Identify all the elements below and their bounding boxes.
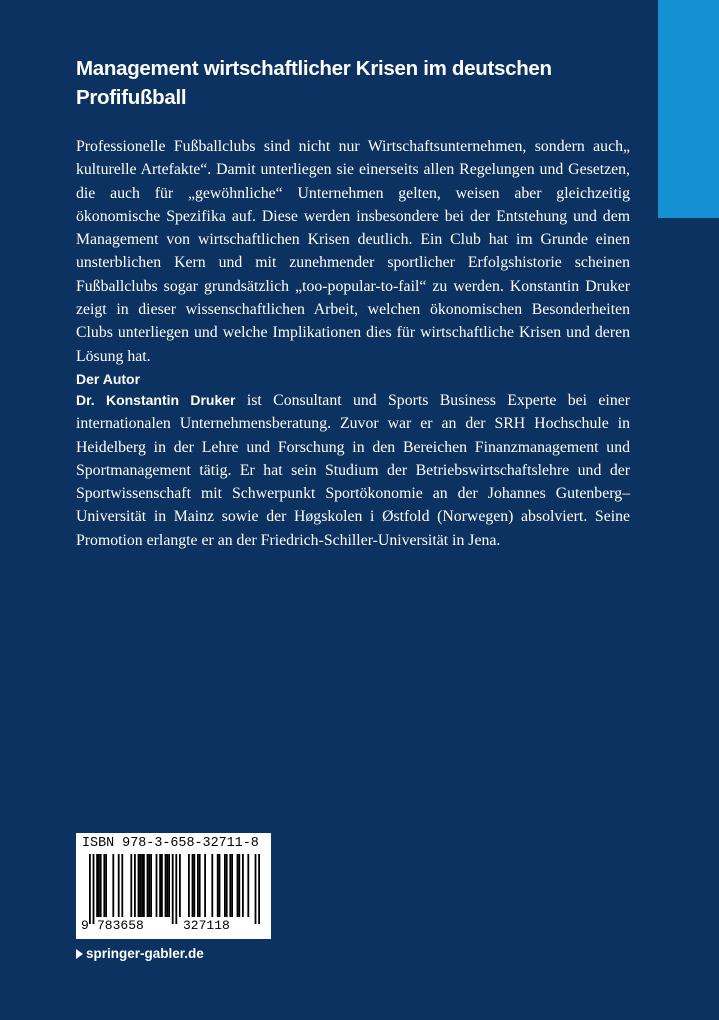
isbn-barcode [76,833,271,939]
ean-right-digits: 327118 [183,918,230,933]
ean-first-digit: 9 [81,918,89,933]
barcode-bar [217,854,219,917]
barcode-bar [141,854,143,917]
barcode-bar [138,854,140,917]
barcode-guard-bar [258,854,260,924]
barcode-bar [242,854,244,917]
publisher-url: springer-gabler.de [86,946,204,961]
barcode-bar [179,854,181,917]
barcode-bar [161,854,163,917]
barcode-bar [103,854,105,917]
barcode-bar [96,854,98,917]
barcode-bar [156,854,158,917]
barcode-bar [168,854,170,917]
ean-left-digits: 783658 [97,918,144,933]
author-name: Dr. Konstantin Druker [76,392,236,408]
barcode-bar [148,854,150,917]
barcode-bar [231,854,233,917]
barcode-bar [159,854,161,917]
barcode-bar [121,854,123,917]
book-description: Professionelle Fußballclubs sind nicht nur Wirtschaftsunternehmen, sondern auch„ kulturelle Artefakte“. Damit unterliegen sie einerseits allen Regelungen und Gesetzen, die auch für „gewöhnliche“ Unternehmen gelten, weisen aber gleichzeitig ökonomische Spezifika auf. Diese werden insbesondere bei der Entstehung und dem Management von wirtschaftlichen Krisen deutlich. Ein Club hat im Grunde einen unsterblichen Kern und mit zunehmender sportlicher Erfolgshistorie scheinen Fußballclubs sogar grundsätzlich „too-popular-to-fail“ zu werden. Konstantin Druker zeigt in dieser wissenschaftlichen Arbeit, welchen ökonomischen Besonderheiten Clubs unterliegen und welche Implikationen dies für wirtschaftliche Krisen und deren Lösung hat. [76,138,630,365]
barcode-bar [224,854,226,917]
author-bio-text: ist Consultant und Sports Business Experte bei einer internationalen Unternehmensberatung. Zuvor war er an der SRH Hochschule in Heidelberg in der Lehre und Forschung in den Bereichen Finanzmanagement und Sportmanagement tätig. Er hat sein Studium der Betriebswirtschaftslehre und der Sportwissenschaft mit Schwerpunkt Sportökonomie an der Johannes Gutenberg–Universität in Mainz sowie der Høgskolen i Østfold (Norwegen) absolviert. Seine Promotion erlangte er an der Friedrich-Schiller-Universität in Jena. [76,392,630,549]
barcode-bar [188,854,190,917]
publisher-link[interactable] [76,945,204,963]
barcode-guard-bar [175,854,177,924]
barcode-bar [237,854,239,917]
barcode-bar [204,854,206,917]
barcode-guard-bar [89,854,91,924]
arrow-right-icon [76,949,83,959]
author-bio [76,389,630,552]
barcode-bar [192,854,194,917]
barcode-guard-bar [255,854,257,924]
barcode-bar [118,854,120,917]
accent-tab [658,0,719,218]
barcode-bar [143,854,145,917]
barcode-bar [219,854,221,917]
barcode-guard-bar [93,854,95,924]
barcode-bar [165,854,167,917]
barcode-bar [211,854,213,917]
barcode-bar [112,854,114,917]
barcode-bar [134,854,136,917]
barcode-bar [100,854,102,917]
barcode-bar [226,854,228,917]
barcode-bar [139,854,141,917]
barcode-bar [166,854,168,917]
barcode-guard-bar [172,854,174,924]
barcode-bar [105,854,107,917]
barcode-bar [193,854,195,917]
barcode-bar [199,854,201,917]
isbn-text: ISBN 978-3-658-32711-8 [82,836,259,851]
barcode-bar [130,854,132,917]
book-title: Management wirtschaftlicher Krisen im deutschen Profifußball [76,57,552,109]
barcode-bar [147,854,149,917]
author-heading: Der Autor [76,371,141,387]
barcode-bar [247,854,249,917]
barcode-bar [238,854,240,917]
barcode-bar [229,854,231,917]
barcode-bar [150,854,152,917]
barcode-bar [98,854,100,917]
barcode-bar [197,854,199,917]
